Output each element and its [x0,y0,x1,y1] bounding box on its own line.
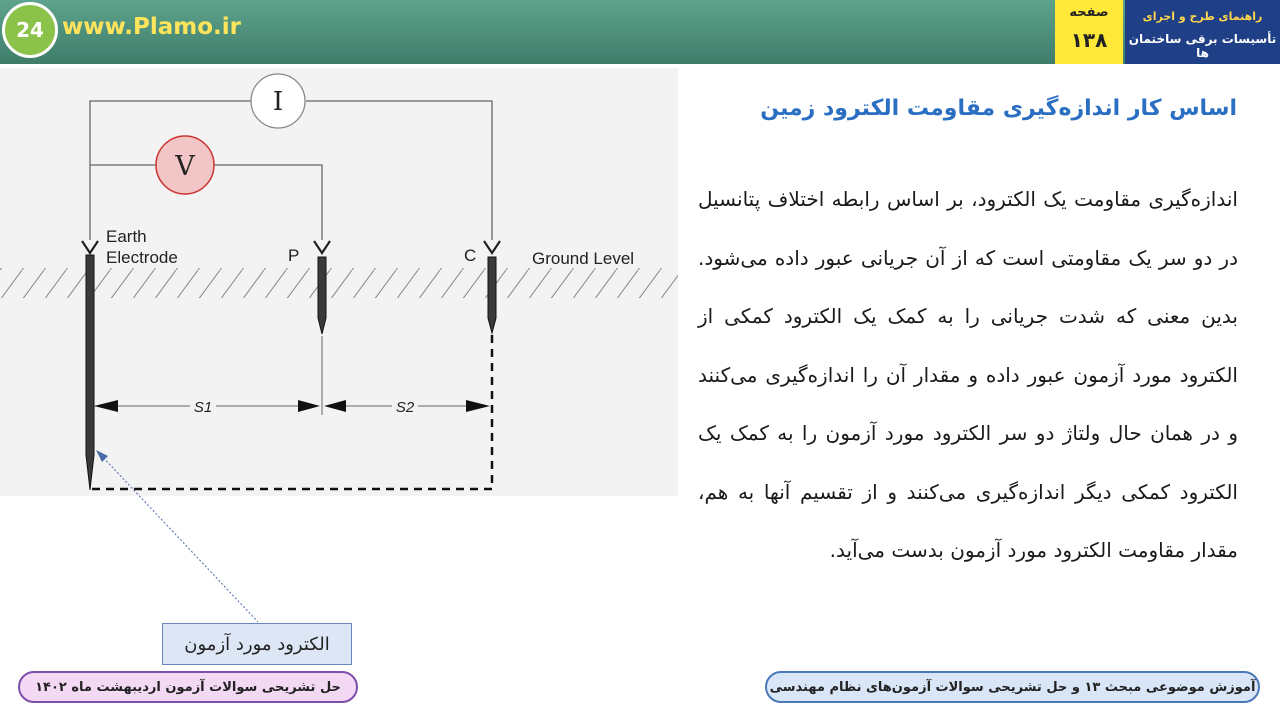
earth-label: Earth [106,227,147,246]
page-label: صفحه [1069,5,1109,20]
callout-arrowhead [96,450,108,462]
brand-line-2: تأسیسات برقی ساختمان ها [1128,32,1277,60]
test-electrode-callout: الکترود مورد آزمون [162,623,352,665]
callout-leader-line [98,452,258,622]
voltmeter-symbol: V [175,151,195,182]
slide-number-badge: 24 [2,2,58,58]
site-url[interactable]: www.Plamo.ir [62,14,242,40]
exam-solution-pill[interactable]: حل تشریحی سوالات آزمون اردیبهشت ماه ۱۴۰۲ [18,671,358,703]
course-topic-pill[interactable]: آموزش موضوعی مبحث ۱۳ و حل تشریحی سوالات آزمون‌های نظام مهندسی [765,671,1260,703]
ammeter-symbol: I [272,87,284,117]
brand-line-1: راهنمای طرح و اجرای [1142,10,1263,23]
s1-label: S1 [193,399,213,416]
p-label: P [288,246,300,265]
c-label: C [464,246,477,265]
slide-heading: اساس کار اندازه‌گیری مقاومت الکترود زمین [760,96,1237,121]
ground-level-label: Ground Level [532,249,635,268]
body-paragraph: اندازه‌گیری مقاومت یک الکترود، بر اساس رابطه اختلاف پتانسیل در دو سر یک مقاومتی است که از آن جریانی عبور داده می‌شود. بدین معنی که شدت جریانی را به کمک یک الکترود کمکی از الکترود مورد آزمون عبور داده و مقدار آن را اندازه‌گیری می‌کنند و در همان حال ولتاژ دو سر الکترود مورد آزمون را به کمک یک الکترود کمکی دیگر اندازه‌گیری می‌کنند و از تقسیم آنها به هم، مقدار مقاومت الکترود مورد آزمون بدست می‌آید. [698,187,1238,562]
s2-label: S2 [395,399,415,416]
page-number: ۱۳۸ [1070,28,1108,52]
electrode-label: Electrode [106,248,178,267]
